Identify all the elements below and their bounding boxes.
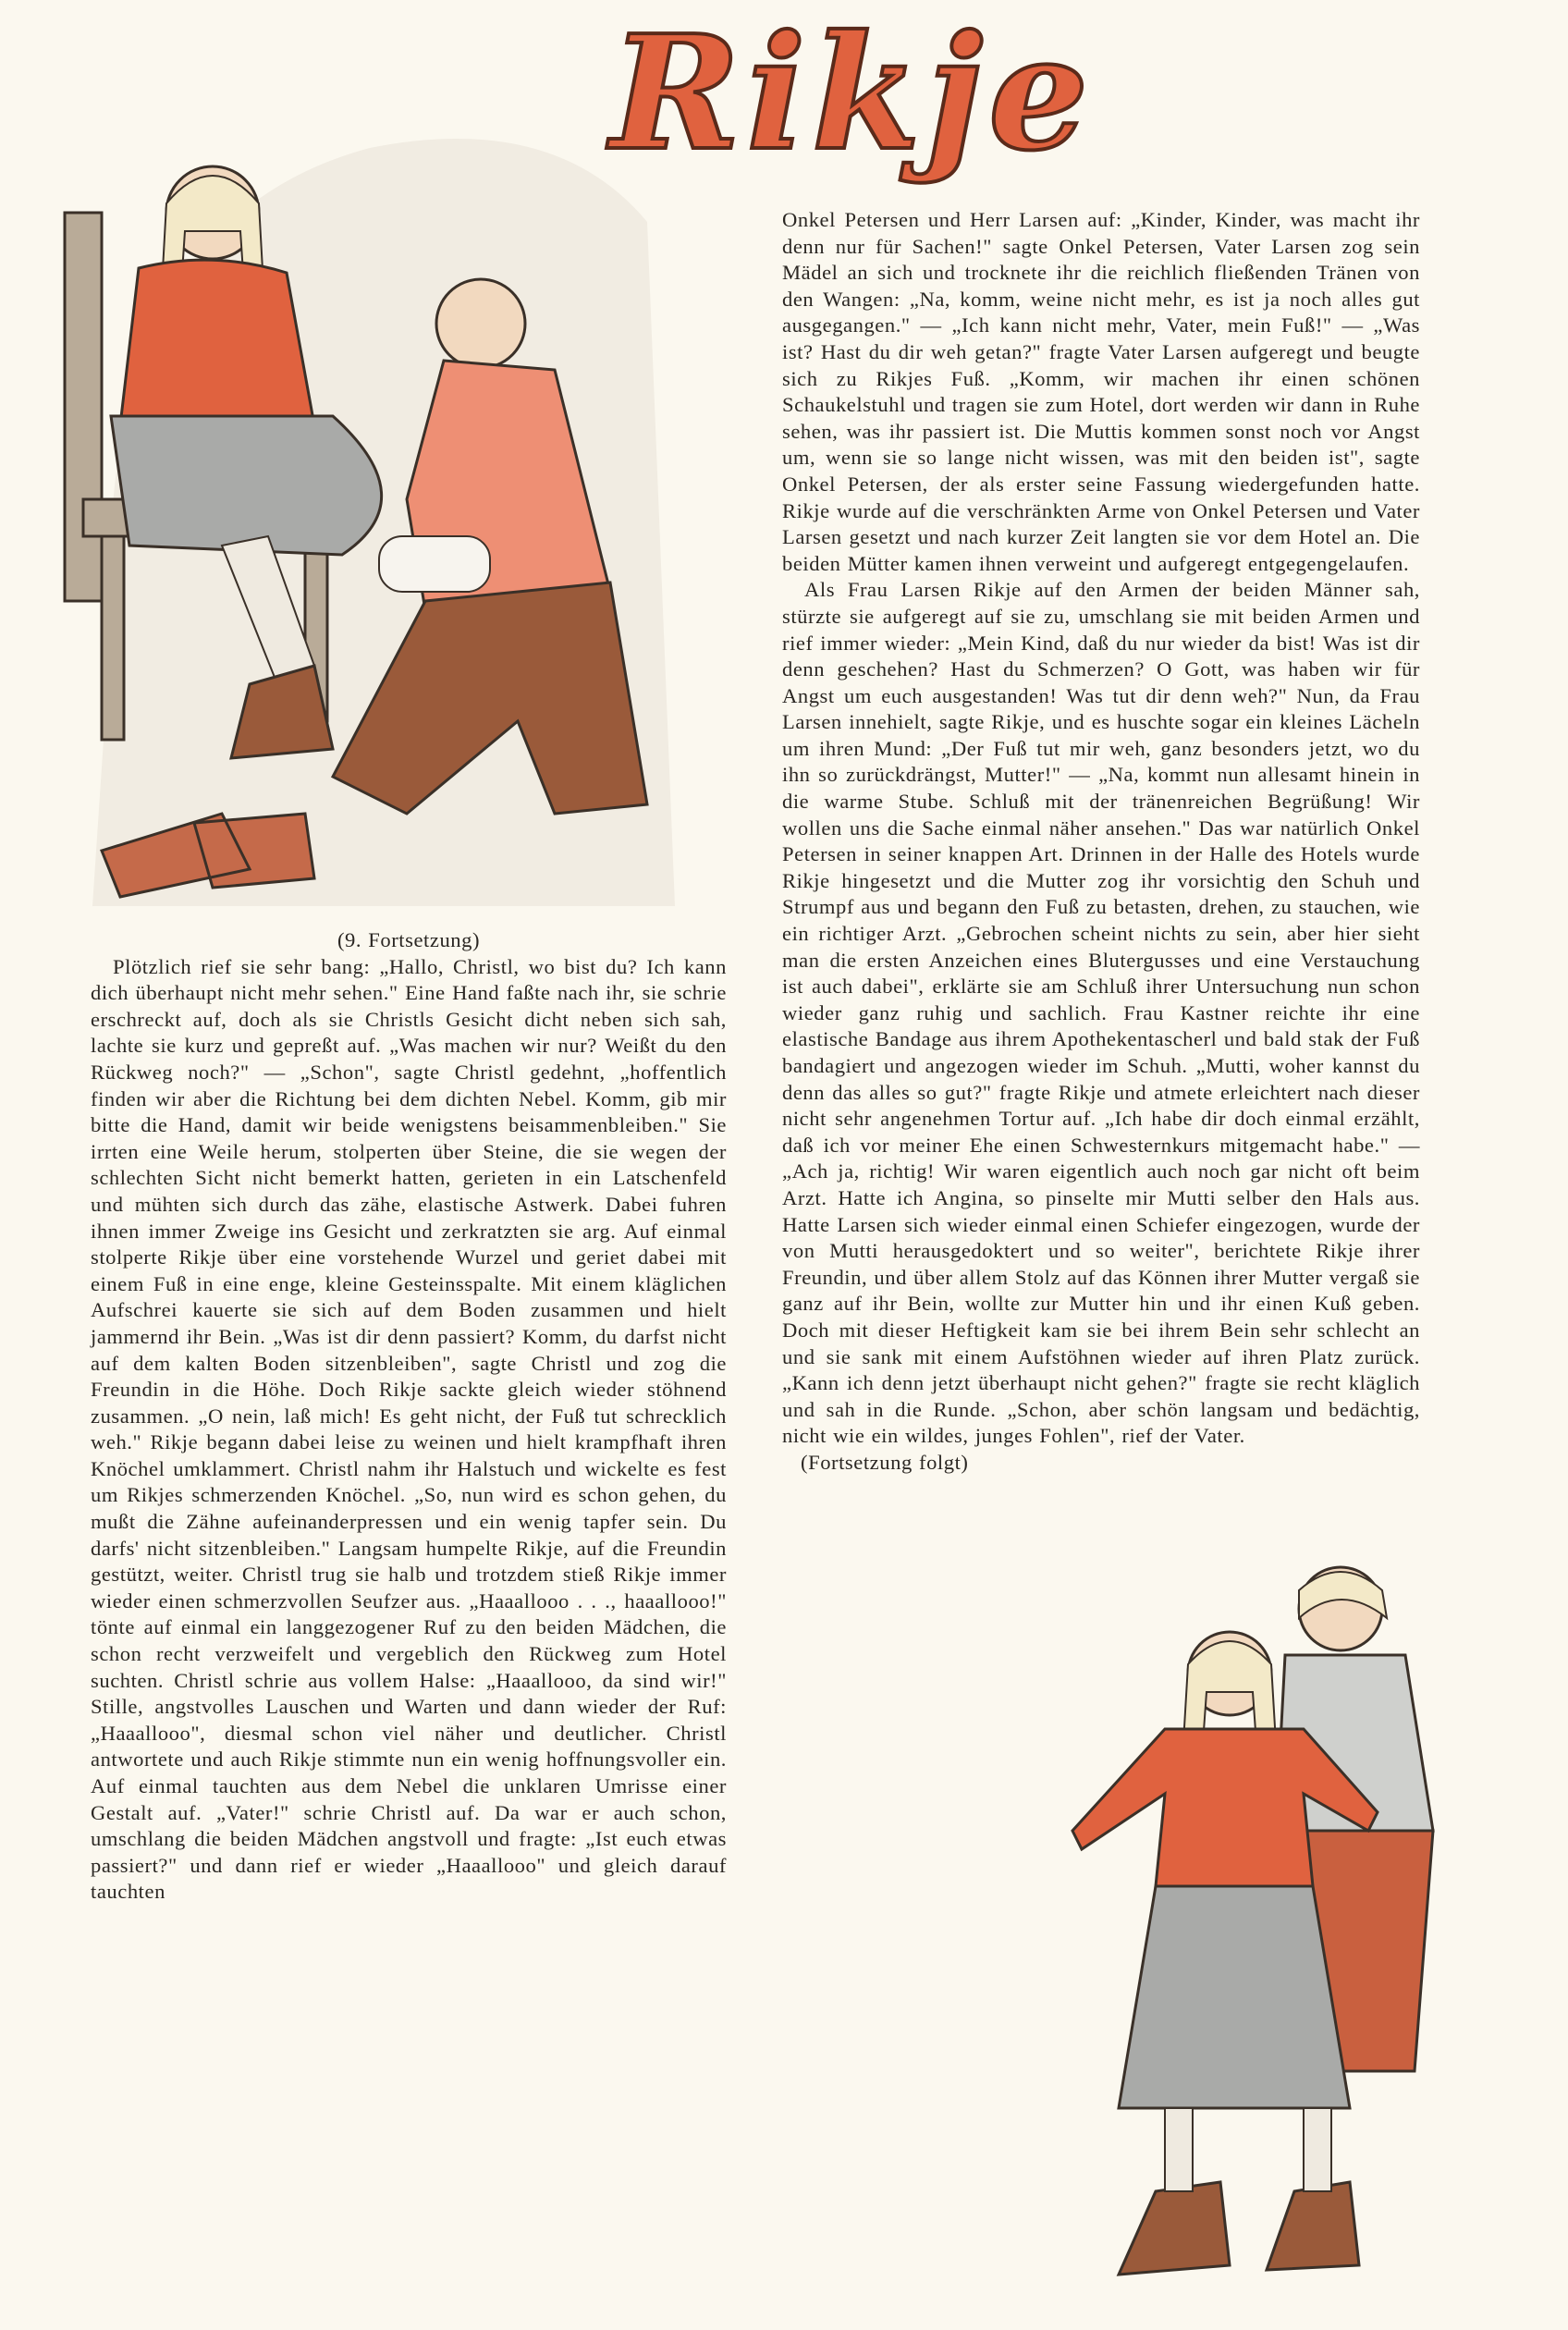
paragraph: Als Frau Larsen Rikje auf den Armen der beiden Männer sah, stürzte sie aufgeregt auf sie zu, umschlang sie mit beiden Armen und rief immer wieder: „Mein Kind, daß du nur wieder da bist! Was ist dir denn geschehen? Hast du Schmerzen? O Gott, was haben wir für Angst um euch ausgestanden! Was tut dir denn weh?" Nun, da Frau Larsen innehielt, sagte Rikje, und es huschte sogar ein kleines Lächeln um ihren Mund: „Der Fuß tut mir weh, ganz besonders jetzt, wo du ihn so zurückdrängst, Mutter!" — „Na, kommt nun allesamt hinein in die warme Stube. Schluß mit der tränenreichen Begrüßung! Wir wollen uns die Sache einmal näher ansehen." Das war natürlich Onkel Petersen in seiner knappen Art. Drinnen in der Halle des Hotels wurde Rikje hingesetzt und die Mutter zog ihr vorsichtig den Schuh und Strumpf aus und begann den Fuß zu betasten, drehen, zu stauchen, wie ein richtiger Arzt. „Gebrochen scheint nichts zu sein, aber hier sieht man die ersten Anzeichen eines Blutergusses und eine Verstauchung ist auch dabei", erklärte sie am Schluß ihrer Untersuchung nun schon wieder ganz ruhig und sachlich. Frau Kastner reichte ihr eine elastische Bandage aus ihrem Apothekentascherl und bald stak der Fuß bandagiert und angezogen wieder im Schuh. „Mutti, woher kannst du denn das alles so gut?" fragte Rikje und atmete erleichtert nach dieser nicht sehr angenehmen Tortur auf. „Ich habe dir doch einmal erzählt, daß ich vor meiner Ehe einen Schwesternkurs mitgemacht habe." — „Ach ja, richtig! Wir waren eigentlich auch noch gar nicht oft beim Arzt. Hatte ich Angina, so pinselte mir Mutti selber den Hals aus. Hatte Larsen sich wieder einmal einen Schiefer eingezogen, wurde der von Mutti herausgedoktert und so weiter", berichtete Rikje ihrer Freundin, und über allem Stolz auf das Können ihrer Mutter vergaß sie ganz auf ihr Bein, wollte zur Mutter hin und ihr einen Kuß geben. Doch mit dieser Heftigkeit kam sie bei ihrem Bein sehr schlecht an und sie sank mit einem Aufstöhnen wieder auf ihren Platz zurück. „Kann ich denn jetzt überhaupt nicht gehen?" fragte sie recht kläglich und sah in die Runde. „Schon, aber schön langsam und bedächtig, nicht wie ein wildes, junges Fohlen", rief der Vater.	[782, 578, 1420, 1448]
paragraph: Plötzlich rief sie sehr bang: „Hallo, Christl, wo bist du? Ich kann dich überhaupt nicht mehr sehen." Eine Hand faßte nach ihr, sie schrie erschreckt auf, doch als sie Christls Gesicht dicht neben sich sah, lachte sie kurz und gepreßt auf. „Was machen wir nur? Weißt du den Rückweg noch?" — „Schon", sagte Christl gedehnt, „hoffentlich finden wir aber die Richtung bei dem dichten Nebel. Komm, gib mir bitte die Hand, damit wir beide wenigstens beisammenbleiben." Sie irrten eine Weile herum, stolperten über Steine, die sie wegen der schlechten Sicht nicht bemerkt hatten, gerieten in ein Latschenfeld und mühten sich durch das zähe, elastische Astwerk. Dabei fuhren ihnen immer Zweige ins Gesicht und zerkratzten sie arg. Auf einmal stolperte Rikje über eine vorstehende Wurzel und geriet dabei mit einem Fuß in eine enge, kleine Gesteinsspalte. Mit einem kläglichen Aufschrei kauerte sie sich auf dem Boden zusammen und hielt jammernd ihr Bein. „Was ist dir denn passiert? Komm, du darfst nicht auf dem kalten Boden sitzenbleiben", sagte Christl und zog die Freundin in die Höhe. Doch Rikje sackte gleich wieder stöhnend zusammen. „O nein, laß mich! Es geht nicht, der Fuß tut schrecklich weh." Rikje begann dabei leise zu weinen und hielt krampfhaft ihren Knöchel umklammert. Christl nahm ihr Halstuch und wickelte es fest um Rikjes schmerzenden Knöchel. „So, nun wird es schon gehen, du mußt die Zähne aufeinanderpressen und ein wenig tapfer sein. Du darfs' nicht sitzenbleiben." Langsam humpelte Rikje, auf die Freundin gestützt, weiter. Christl trug sie halb und trotzdem stieß Rikje immer wieder einen schmerzvollen Seufzer aus. „Haaallooo . . ., haaallooo!" tönte auf einmal ein langgezogener Ruf zu den beiden Mädchen, die schon recht verzweifelt und vergeblich den Rückweg zum Hotel suchten. Christl schrie aus vollem Halse: „Haaallooo, da sind wir!" Stille, angstvolles Lauschen und Warten und dann wieder der Ruf: „Haaallooo", diesmal schon viel näher und deutlicher. Christl antwortete und auch Rikje stimmte nun ein wenig hoffnungsvoller ein. Auf einmal tauchten aus dem Nebel die unklaren Umrisse einer Gestalt auf. „Vater!" schrie Christl auf. Da war er auch schon, umschlang die beiden Mädchen angstvoll und fragte: „Ist euch etwas passiert?" und dann rief er wieder „Haaallooo" und gleich darauf tauchten	[91, 954, 727, 1904]
left-text-column	[91, 927, 727, 1906]
to-be-continued: (Fortsetzung folgt)	[801, 1450, 969, 1474]
girl-skirt	[111, 416, 382, 555]
paragraph: Onkel Petersen und Herr Larsen auf: „Kinder, Kinder, was macht ihr denn nur für Sachen!" sagte Onkel Petersen, Vater Larsen zog sein Mädel an sich und trocknete ihr die reichlich fließenden Tränen von den Wangen: „Na, komm, weine nicht mehr, es ist ja noch alles gut ausgegangen." — „Ich kann nicht mehr, Vater, mein Fuß!" — „Was ist? Hast du dir weh getan?" fragte Vater Larsen aufgeregt und beugte sich zu Rikjes Fuß. „Komm, wir machen ihr einen schönen Schaukelstuhl und tragen sie zum Hotel, dort werden wir dann in Ruhe sehen, was ihr passiert ist. Die Muttis kommen sonst noch vor Angst um, wenn sie so lange nicht wissen, was mit den beiden ist", sagte Onkel Petersen, der als erster seine Fassung wiedergefunden hatte. Rikje wurde auf die verschränkten Arme von Onkel Petersen und Vater Larsen gesetzt und nach kurzer Zeit langten sie vor dem Hotel an. Die beiden Mütter kamen ihnen verweint und aufgeregt entgegengelaufen.	[782, 208, 1420, 575]
installment-label: (9. Fortsetzung)	[337, 928, 481, 951]
chair	[65, 213, 102, 601]
woman-head	[436, 279, 525, 368]
illustration-two-girls	[1063, 1553, 1568, 2293]
girl-sweater	[120, 260, 314, 425]
story-title: Rikje	[610, 1, 1095, 186]
bandage	[379, 536, 490, 592]
boots	[1119, 2182, 1359, 2275]
illustration-bandaging	[37, 111, 740, 906]
rikje-skirt	[1119, 1886, 1350, 2108]
